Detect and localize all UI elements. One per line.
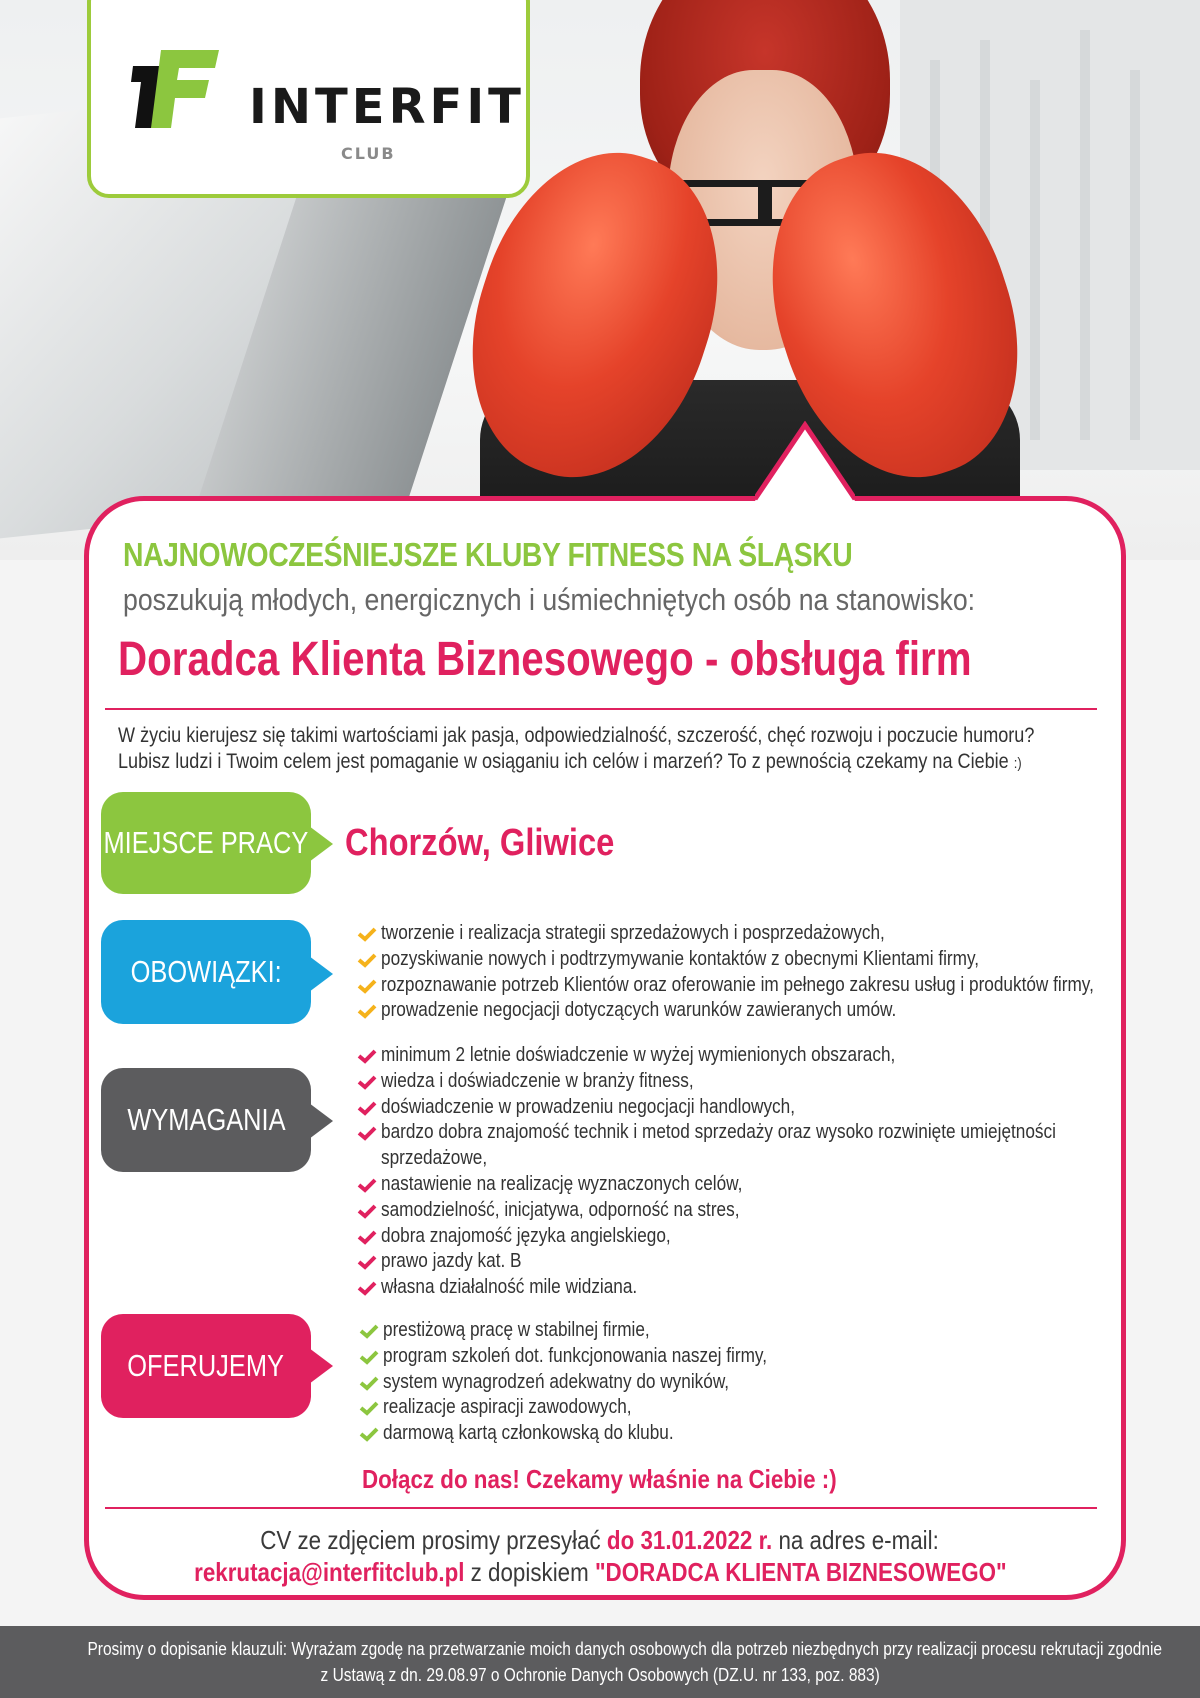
deadline: do 31.01.2022 r. bbox=[607, 1525, 773, 1555]
subject-tag: "DORADCA KLIENTA BIZNESOWEGO" bbox=[594, 1557, 1007, 1587]
email-link[interactable]: rekrutacja@interfitclub.pl bbox=[193, 1557, 465, 1587]
check-icon bbox=[357, 1203, 377, 1219]
job-title: Doradca Klienta Biznesowego - obsługa firm bbox=[118, 633, 972, 686]
list-item: rozpoznawanie potrzeb Klientów oraz oferowanie im pełnego zakresu usług i produktów firmy, bbox=[357, 973, 1200, 999]
check-icon bbox=[357, 1229, 377, 1245]
list-item: bardzo dobra znajomość technik i metod sprzedaży oraz wysoko rozwinięte umiejętności bbox=[357, 1120, 1166, 1146]
check-icon bbox=[359, 1400, 379, 1416]
cv-instructions: CV ze zdjęciem prosimy przesyłać do 31.01.2022 r. na adres e-mail: bbox=[260, 1525, 940, 1555]
list-item: realizacje aspiracji zawodowych, bbox=[359, 1395, 830, 1421]
requirements-list bbox=[357, 1043, 1166, 1301]
duties-list bbox=[357, 921, 1200, 1024]
divider bbox=[105, 1507, 1097, 1509]
check-icon bbox=[357, 1177, 377, 1193]
list-item: prestiżową pracę w stabilnej firmie, bbox=[359, 1318, 830, 1344]
interfit-logo-icon bbox=[131, 44, 221, 134]
check-icon bbox=[357, 1125, 377, 1141]
location-label-box bbox=[101, 792, 311, 894]
check-icon bbox=[359, 1375, 379, 1391]
requirements-label: WYMAGANIA bbox=[126, 1102, 286, 1137]
list-item: darmową kartą członkowską do klubu. bbox=[359, 1421, 830, 1447]
intro-line-1: W życiu kierujesz się takimi wartościami jak pasja, odpowiedzialność, szczerość, chęć rozwoju i poczucie humoru? bbox=[118, 724, 1035, 747]
list-item: samodzielność, inicjatywa, odporność na stres, bbox=[357, 1198, 1166, 1224]
location-value: Chorzów, Gliwice bbox=[345, 822, 615, 864]
footer-line-1: Prosimy o dopisanie klauzuli: Wyrażam zgodę na przetwarzanie moich danych osobowych dla potrzeb niezbędnych przy realizacji procesu rekrutacji zgodnie bbox=[87, 1639, 1163, 1659]
check-icon bbox=[359, 1426, 379, 1442]
logo-name: INTERFIT bbox=[249, 79, 525, 135]
offer-label: OFERUJEMY bbox=[127, 1348, 285, 1383]
footer-line-2: z Ustawą z dn. 29.08.97 o Ochronie Danych Osobowych (DZ.U. nr 133, poz. 883) bbox=[320, 1665, 880, 1685]
list-item: system wynagrodzeń adekwatny do wyników, bbox=[359, 1370, 830, 1396]
logo-card bbox=[87, 0, 530, 198]
list-item-continuation: sprzedażowe, bbox=[381, 1147, 488, 1170]
list-item: doświadczenie w prowadzeniu negocjacji handlowych, bbox=[357, 1095, 1166, 1121]
duties-label-box bbox=[101, 920, 311, 1024]
location-label-arrow bbox=[309, 826, 333, 862]
check-icon bbox=[357, 978, 377, 994]
list-item: tworzenie i realizacja strategii sprzedażowych i posprzedażowych, bbox=[357, 921, 1200, 947]
check-icon bbox=[357, 1100, 377, 1116]
check-icon bbox=[357, 1074, 377, 1090]
list-item: prawo jazdy kat. B bbox=[357, 1249, 1166, 1275]
location-label: MIEJSCE PRACY bbox=[103, 825, 309, 860]
duties-label: OBOWIĄZKI: bbox=[130, 954, 282, 989]
check-icon bbox=[359, 1349, 379, 1365]
check-icon bbox=[357, 1048, 377, 1064]
intro-text bbox=[118, 723, 1034, 777]
footer-clause bbox=[0, 1626, 1200, 1698]
check-icon bbox=[357, 1003, 377, 1019]
check-icon bbox=[357, 926, 377, 942]
subline: poszukują młodych, energicznych i uśmiechniętych osób na stanowisko: bbox=[123, 582, 976, 617]
divider bbox=[105, 708, 1097, 710]
list-item: dobra znajomość języka angielskiego, bbox=[357, 1224, 1166, 1250]
intro-smile: :) bbox=[1013, 755, 1022, 772]
list-item: pozyskiwanie nowych i podtrzymywanie kontaktów z obecnymi Klientami firmy, bbox=[357, 947, 1200, 973]
requirements-label-arrow bbox=[309, 1103, 333, 1139]
requirements-label-box bbox=[101, 1068, 311, 1172]
offer-list bbox=[359, 1318, 830, 1447]
list-item: minimum 2 letnie doświadczenie w wyżej wymienionych obszarach, bbox=[357, 1043, 1166, 1069]
list-item: wiedza i doświadczenie w branży fitness, bbox=[357, 1069, 1166, 1095]
list-item: nastawienie na realizację wyznaczonych celów, bbox=[357, 1172, 1166, 1198]
intro-line-2: Lubisz ludzi i Twoim celem jest pomaganie w osiąganiu ich celów i marzeń? To z pewnością czekamy na Ciebie bbox=[118, 750, 1009, 773]
join-text: Dołącz do nas! Czekamy właśnie na Ciebie :) bbox=[362, 1464, 837, 1494]
list-item: własna działalność mile widziana. bbox=[357, 1275, 1166, 1301]
list-item: program szkoleń dot. funkcjonowania naszej firmy, bbox=[359, 1344, 830, 1370]
card-pointer-shape bbox=[755, 421, 855, 501]
check-icon bbox=[359, 1323, 379, 1339]
list-item: prowadzenie negocjacji dotyczących warunków zawieranych umów. bbox=[357, 998, 1200, 1024]
offer-label-arrow bbox=[309, 1348, 333, 1384]
check-icon bbox=[357, 1280, 377, 1296]
headline: NAJNOWOCZEŚNIEJSZE KLUBY FITNESS NA ŚLĄSKU bbox=[123, 536, 853, 573]
logo-subtitle: CLUB bbox=[341, 144, 396, 163]
cv-email-line: rekrutacja@interfitclub.pl z dopiskiem "DORADCA KLIENTA BIZNESOWEGO" bbox=[193, 1557, 1007, 1587]
offer-label-box bbox=[101, 1314, 311, 1418]
check-icon bbox=[357, 952, 377, 968]
check-icon bbox=[357, 1254, 377, 1270]
duties-label-arrow bbox=[309, 956, 333, 992]
